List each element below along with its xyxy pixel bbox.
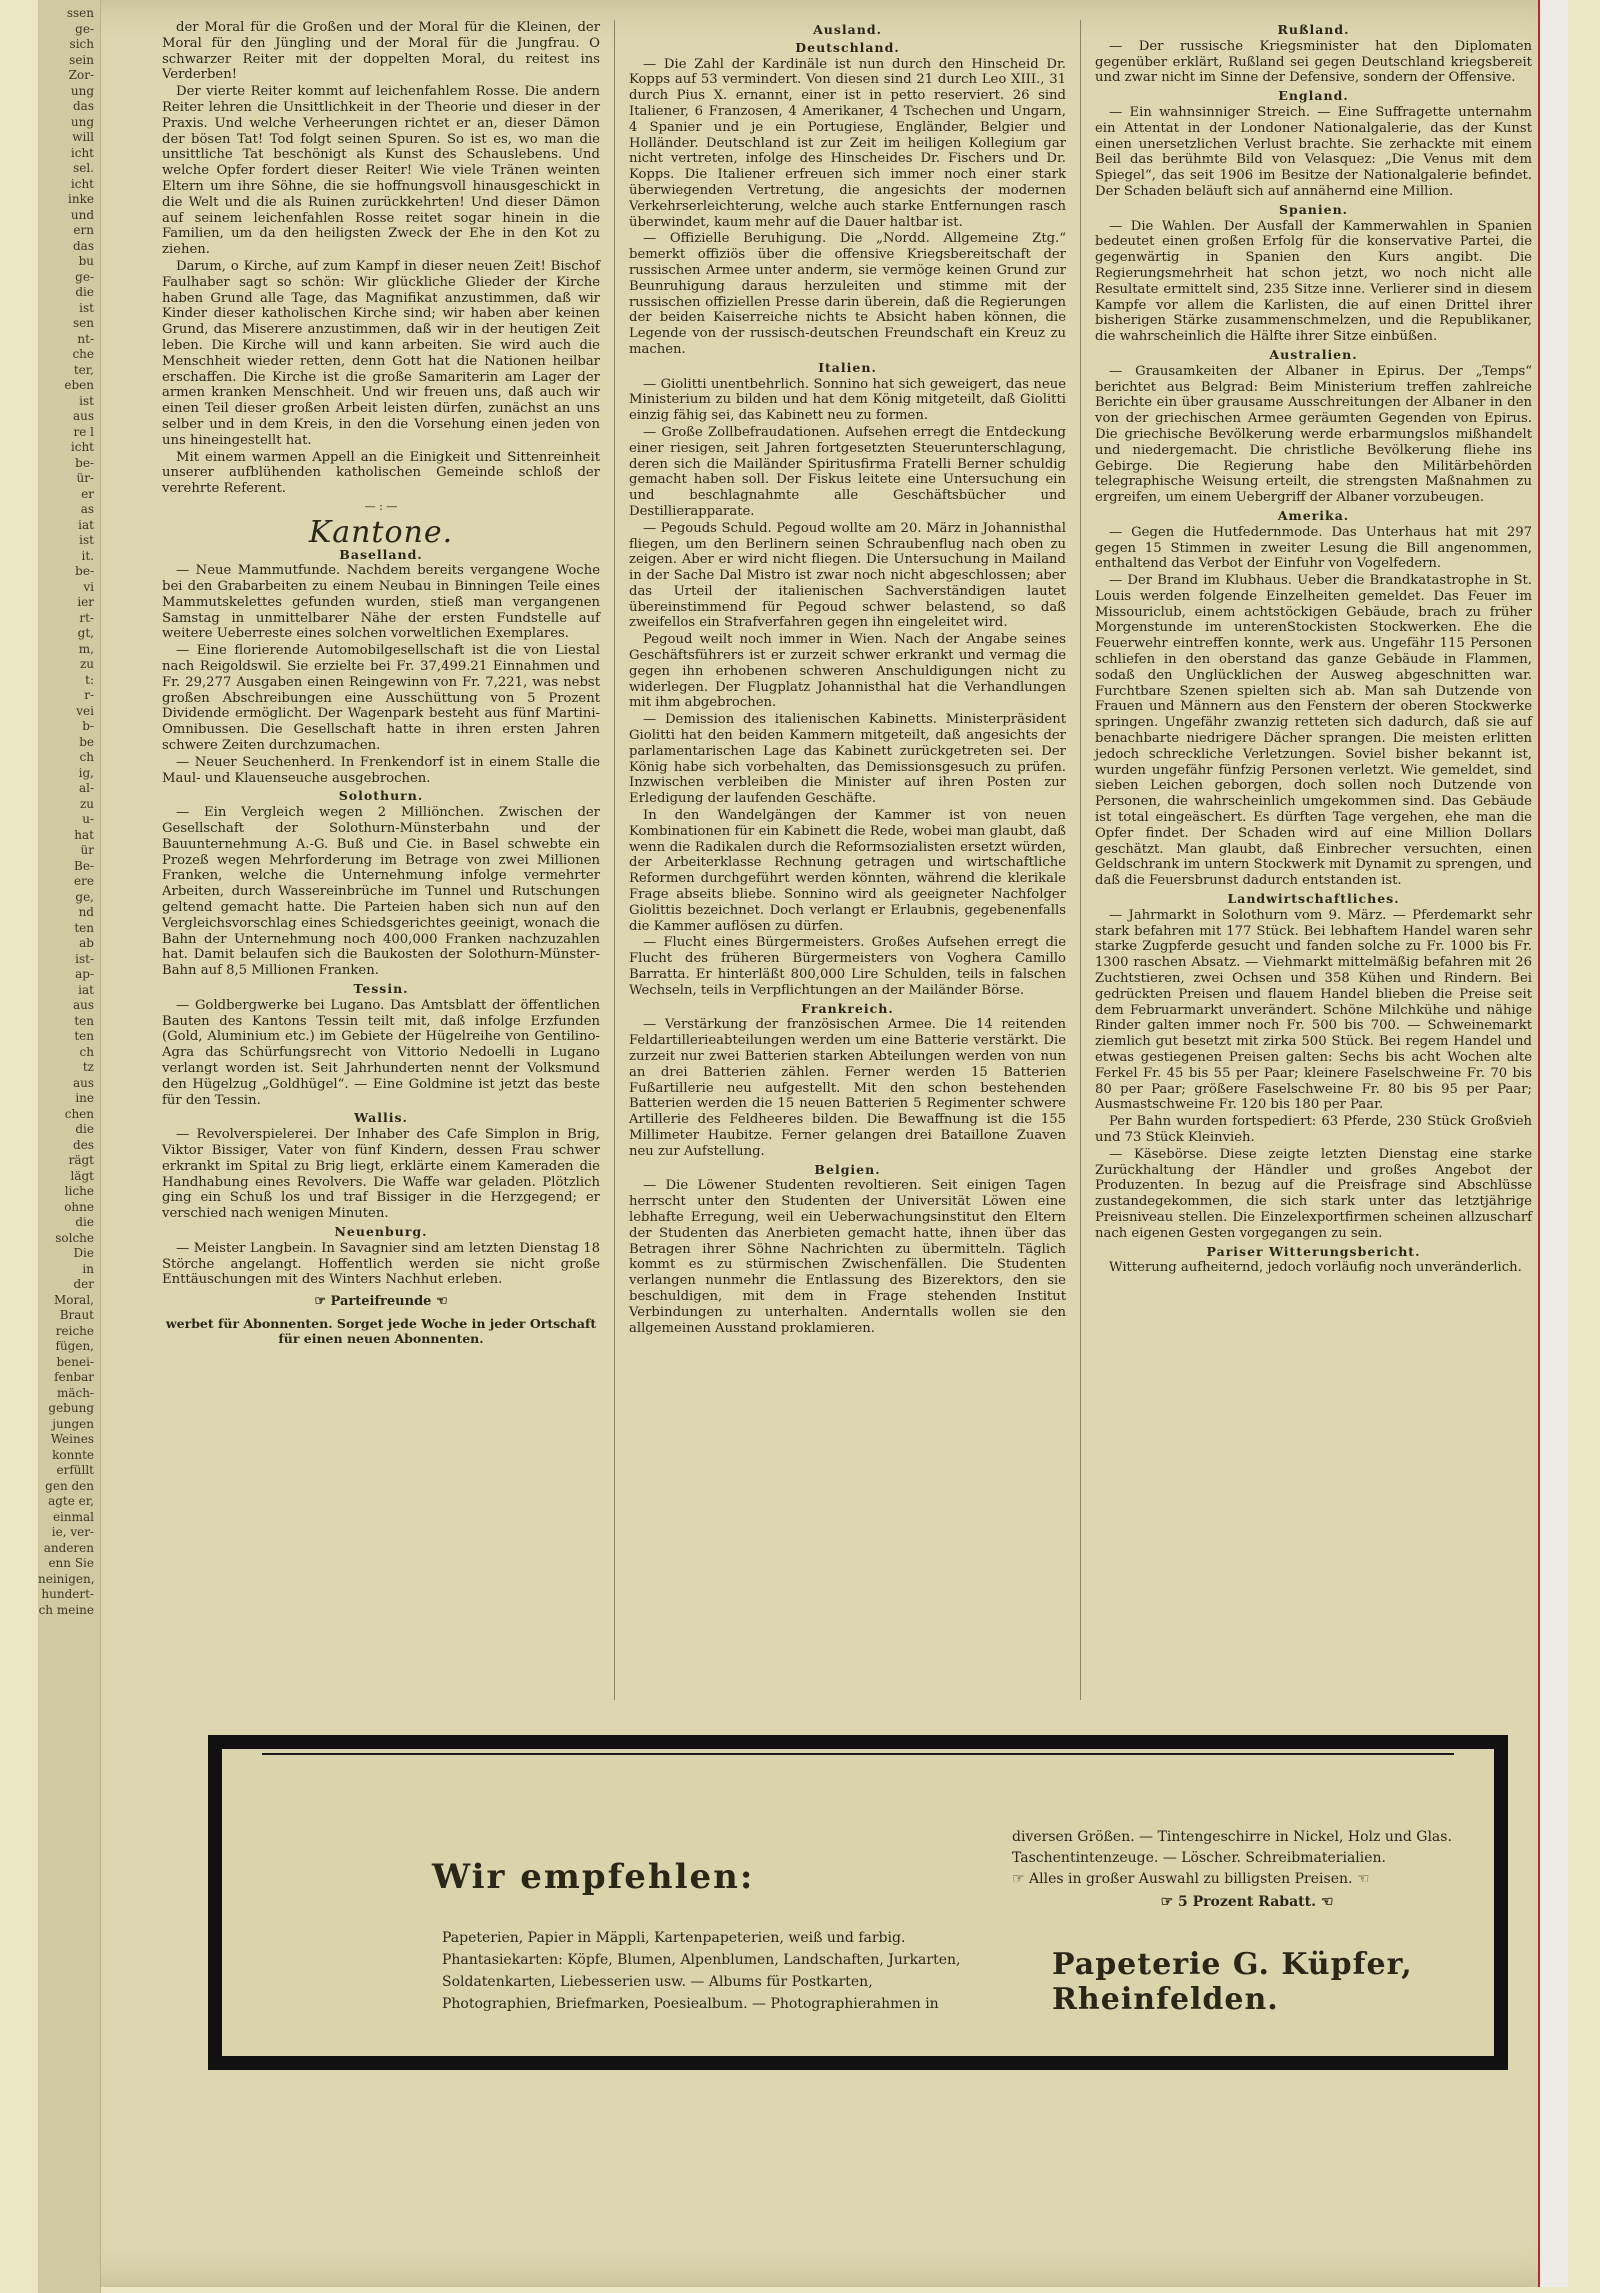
margin-fragment: mäch- — [56, 1385, 94, 1400]
margin-fragment: iat — [78, 982, 94, 997]
pointing-hand-icon: ☜ — [435, 1294, 448, 1310]
margin-fragment: das — [73, 99, 94, 113]
subheading-baselland: Baselland. — [339, 546, 423, 562]
margin-fragment: ten — [74, 1029, 94, 1043]
margin-fragment: gen den — [45, 1478, 94, 1493]
margin-fragment: m, — [78, 641, 94, 656]
news-item: Pegoud weilt noch immer in Wien. Nach der Angabe seines Geschäftsführers ist er zurzeit schwer erkrankt und vermag die gegen ihn erhobenen schweren Anschuldigungen nicht zu widerlegen. Der Flugplatz Johannisthal hat die Verhandlungen mit ihm abgebrochen. — [629, 632, 1066, 711]
margin-fragment: be — [79, 734, 94, 749]
pointing-hand-icon: ☜ — [1320, 1894, 1334, 1910]
subheading-frankreich: Frankreich. — [801, 1000, 894, 1016]
margin-fragment: Zor- — [68, 68, 94, 82]
margin-fragment: erfüllt — [56, 1463, 94, 1477]
margin-fragment: liche — [64, 1184, 94, 1198]
margin-fragment: icht — [70, 176, 94, 191]
news-item: — Meister Langbein. In Savagnier sind am letzten Dienstag 18 Störche angelangt. Hoffentlich werden sie nicht große Enttäuschungen mit des Winters Nachhut erleben. — [162, 1240, 600, 1288]
margin-fragment: gebung — [48, 1401, 94, 1415]
margin-fragment: Moral, — [53, 1292, 94, 1307]
margin-fragment: benei- — [56, 1354, 94, 1369]
news-item: — Giolitti unentbehrlich. Sonnino hat sich geweigert, das neue Ministerium zu bilden und hat dem König mitgeteilt, daß Giolitti einzig fähig sei, das Kabinett neu zu formen. — [629, 376, 1066, 424]
margin-fragment: er — [81, 486, 94, 501]
margin-fragment: ist — [79, 300, 94, 315]
margin-fragment: will — [72, 130, 94, 144]
margin-fragment: ist — [79, 393, 94, 408]
news-item: — Große Zollbefraudationen. Aufsehen erregt die Entdeckung einer riesigen, seit Jahren fortgesetzten Steuerunterschlagung, deren sich die Mailänder Spiritusfirma Fratelli Berner schuldig gemacht haben soll. Der Fiskus leitete eine Untersuchung ein und beschlagnahmte alle Geschäftsbücher und Destillierapparate. — [629, 424, 1066, 519]
margin-fragment: anderen — [43, 1540, 94, 1555]
margin-fragment: nd — [78, 905, 94, 919]
margin-fragment: ier — [77, 595, 94, 609]
news-item: — Neue Mammutfunde. Nachdem bereits vergangene Woche bei den Grabarbeiten zu einem Neubau in Binningen Teile eines Mammutskelettes gefunden wurden, stieß man vergangenen Samstag in unmittelbarer Nähe der ersten Fundstelle auf weitere Ueberreste eines solchen vorweltlichen Exemplares. — [162, 563, 600, 642]
ad-text: diversen Größen. — Tintengeschirre in Nickel, Holz und Glas. Taschentintenzeuge. — Löscher. Schreibmaterialien. — [1012, 1829, 1452, 1866]
margin-fragment: ie, ver- — [51, 1525, 94, 1539]
margin-fragment: ap- — [75, 967, 94, 981]
notice-title: Parteifreunde — [330, 1294, 432, 1310]
news-item: — Neuer Seuchenherd. In Frenkendorf ist in einem Stalle die Maul- und Klauenseuche ausgebrochen. — [162, 754, 600, 786]
margin-fragment: inke — [68, 192, 94, 206]
paragraph: der Moral für die Großen und der Moral für die Kleinen, der Moral für den Jüngling und der Moral für die Jungfrau. O schwarzer Reiter mit der doppelten Moral, du reitest ins Verderben! — [162, 20, 600, 83]
margin-fragment: as — [80, 502, 94, 516]
margin-fragment: iat — [78, 517, 94, 532]
ad-product-list-continued — [1012, 1827, 1482, 1913]
news-item: Per Bahn wurden fortspediert: 63 Pferde, 230 Stück Großvieh und 73 Stück Kleinvieh. — [1095, 1114, 1532, 1145]
margin-fragment: ch — [79, 1044, 94, 1059]
paragraph: Der vierte Reiter kommt auf leichenfahlem Rosse. Die andern Reiter lehren die Unsittlichkeit in der Theorie und dieser in der Praxis. Und welche Verheerungen richtet er an, dieser Dämon der bösen Tat! Tod folgt seinen Spuren. So ist es, wo man die unsittliche Tat beschönigt als Kunst des Schauslebens. Und welche Opfer fordert dieser Reiter! Wie viele Tränen weinten Eltern um ihre Söhne, die sie hoffnungsvoll hinausgeschickt in die Welt und die als Ruinen zurückkehrten! Und dieser Dämon auf seinem leichenfahlen Rosse reitet sogar hinein in die Familien, um da den heiligsten Zweck der Ehe in den Kot zu ziehen. — [162, 84, 600, 258]
margin-fragment: ten — [74, 1013, 94, 1028]
margin-fragment: der — [73, 1277, 94, 1291]
news-item: — Die Wahlen. Der Ausfall der Kammerwahlen in Spanien bedeutet einen großen Erfolg für die konservative Partei, die gegenwärtig in Spanien den Kurs angibt. Die Regierungsmehrheit hat schon jetzt, wo noch nicht alle Resultate ermittelt sind, 235 Sitze inne. Verlierer sind in diesem Kampfe vor allem die Karlisten, die auf einen Drittel ihrer bisherigen Stärke zusammenschmelzen, und die Republikaner, die wahrscheinlich die Hälfte ihrer Sitze einbüßen. — [1095, 218, 1532, 345]
news-item: — Grausamkeiten der Albaner in Epirus. Der „Temps“ berichtet aus Belgrad: Beim Ministerium treffen zahlreiche Berichte ein über grausame Ausschreitungen der Albaner in den von der griechischen Armee geräumten Gegenden von Epirus. Die griechische Bevölkerung werde erbarmungslos mißhandelt und niedergemacht. Die christliche Bevölkerung fliehe ins Gebirge. Die Regierung habe den Militärbehörden telegraphische Weisung erteilt, die strengsten Maßnahmen zu ergreifen, um einem Uebergriff der Albaner vorzubeugen. — [1095, 363, 1532, 506]
margin-fragment: gt, — [77, 626, 94, 640]
ad-divider — [262, 1753, 1454, 1755]
margin-fragment: vi — [83, 579, 94, 594]
subheading-landwirtschaftliches: Landwirtschaftliches. — [1227, 891, 1400, 907]
section-heading-ausland: Ausland. — [813, 22, 882, 37]
article-columns — [148, 20, 1548, 1720]
section-heading-kantone: Kantone. — [308, 514, 454, 550]
margin-fragment: zu — [79, 796, 94, 811]
newspaper-page — [38, 0, 1568, 2287]
news-item: — Die Löwener Studenten revoltieren. Seit einigen Tagen herrscht unter den Studenten der Universität Löwen eine lebhafte Erregung, weil ein Ueberwachungsinstitut den Eltern der Studenten das Anerbieten gemacht hatte, ihnen über das Betragen ihrer Söhne Nachrichten zu übermitteln. Täglich kommt es zu stürmischen Zwischenfällen. Die Studenten verlangen nunmehr die Entlassung des Bizerektors, den sie beschuldigen, mit dem in Frage stehenden Institut Verbindungen zu unterhalten. Anderntalls wollen sie den allgemeinen Ausstand proklamieren. — [629, 1178, 1066, 1336]
margin-fragment: r- — [84, 688, 94, 702]
margin-fragment: ab — [79, 936, 94, 950]
pointing-hand-icon: ☜ — [1356, 1871, 1370, 1887]
subheading-wallis: Wallis. — [354, 1110, 408, 1126]
margin-fragment: aus — [72, 1075, 94, 1090]
paragraph: Mit einem warmen Appell an die Einigkeit und Sittenreinheit unserer aufblühenden katholischen Gemeinde schloß der verehrte Referent. — [162, 449, 600, 497]
margin-fragment: fenbar — [54, 1370, 94, 1384]
subheading-belgien: Belgien. — [814, 1161, 881, 1177]
pointing-hand-icon: ☞ — [1012, 1871, 1025, 1887]
margin-fragment: ür — [80, 843, 94, 857]
margin-fragment: t: — [85, 672, 94, 687]
margin-fragment: ung — [70, 114, 94, 129]
subheading-tessin: Tessin. — [353, 981, 409, 997]
margin-fragment: rägt — [68, 1153, 94, 1167]
margin-fragment: enn Sie — [48, 1556, 94, 1570]
margin-fragment: neinigen, — [38, 1571, 95, 1586]
margin-fragment: sich — [69, 37, 94, 51]
subheading-weather-report: Pariser Witterungsbericht. — [1206, 1243, 1421, 1259]
margin-fragment: ine — [75, 1091, 94, 1105]
weather-text: Witterung aufheiternd, jedoch vorläufig noch unveränderlich. — [1109, 1260, 1522, 1276]
margin-fragment: Die — [73, 1246, 94, 1260]
news-item: — Eine florierende Automobilgesellschaft ist die von Liestal nach Reigoldswil. Sie erzielte bei Fr. 37,499.21 Einnahmen und Fr. 29,277 Ausgaben einen Reingewinn von Fr. 7,221, was nebst großen Abschreibungen eine Ausschüttung von 5 Prozent Dividende ermöglicht. Der Wagenpark besteht aus fünf Martini-Omnibussen. Die Gesellschaft hatte in ihren ersten Jahren schwere Zeiten durchzumachen. — [162, 643, 600, 754]
adjacent-page-margin — [38, 0, 101, 2293]
margin-fragment: Weines — [50, 1432, 94, 1446]
margin-fragment: icht — [70, 440, 94, 454]
subheading-deutschland: Deutschland. — [795, 39, 900, 55]
margin-fragment: ohne — [64, 1199, 94, 1214]
news-item: — Demission des italienischen Kabinetts. Ministerpräsident Giolitti hat den beiden Kammern mitgeteilt, daß angesichts der parlamentarischen Lage das Kabinett zurückgetreten sei. Der König habe sich vorbehalten, das Demissionsgesuch zu prüfen. Inzwischen verbleiben die Minister auf ihren Posten zur Erledigung der laufenden Geschäfte. — [629, 712, 1066, 807]
pointing-hand-icon: ☞ — [314, 1294, 327, 1310]
margin-fragment: be- — [75, 455, 94, 470]
margin-fragment: sen — [73, 316, 94, 330]
subscriber-appeal: werbet für Abonnenten. Sorget jede Woche in jeder Ortschaft für einen neuen Abonnenten. — [165, 1315, 597, 1346]
margin-fragment: ge- — [75, 21, 94, 36]
news-item: — Goldbergwerke bei Lugano. Das Amtsblatt der öffentlichen Bauten des Kantons Tessin teilt mit, daß infolge Erzfunden (Gold, Aluminium etc.) im Gebiete der Hügelreihe von Gentilino-Agra das Schürfungsrecht von Vittorio Nedoelli in Lugano verlangt worden ist. Seit Jahrhunderten nennt der Volksmund den Hügelzug „Goldhügel“. — Eine Goldmine ist jetzt das beste für den Tessin. — [162, 997, 600, 1108]
subheading-spanien: Spanien. — [1278, 201, 1349, 217]
margin-fragment: die — [75, 1122, 94, 1136]
ad-title: Wir empfehlen: — [432, 1857, 755, 1897]
margin-fragment: rt- — [79, 610, 94, 625]
news-item: — Pegouds Schuld. Pegoud wollte am 20. März in Johannisthal fliegen, um den Berlinern seinen Schraubenflug nach oben zu zeigen. Aber er wird nicht fliegen. Die Untersuchung in Mailand in der Sache Dal Mistro ist zwar noch nicht abgeschlossen; aber das Urteil der italienischen Sachverständigen lautet übereinstimmend für Pegoud schwer belastend, so daß zweifellos ein Strafverfahren gegen ihn eingeleitet wird. — [629, 520, 1066, 631]
pointing-hand-icon: ☞ — [1160, 1894, 1174, 1910]
margin-fragment: ssen — [66, 6, 94, 20]
margin-fragment: bu — [78, 254, 94, 268]
margin-fragment: ere — [74, 874, 94, 888]
margin-fragment: hat — [74, 827, 94, 842]
margin-fragment: sel. — [73, 161, 94, 175]
margin-fragment: aus — [72, 998, 94, 1012]
newspaper-content — [148, 20, 1548, 2270]
margin-fragment: chen — [64, 1106, 94, 1121]
news-item: — Ein Vergleich wegen 2 Milliönchen. Zwischen der Gesellschaft der Solothurn-Münsterbahn und der Bauunternehmung A.-G. Buß und Cie. in Basel schwebte ein Prozeß wegen Mehrforderung im Betrage von zwei Millionen Franken, welche die Unternehmung infolge vermehrter Arbeiten, durch Wassereinbrüche im Tunnel und Rutschungen geltend gemacht hatte. Die Parteien haben sich nun auf den Vergleichsvorschlag eines Schiedsgerichtes geeinigt, wonach die Bahn der Unternehmung noch 400,000 Franken nachzuzahlen hat. Damit belaufen sich die Baukosten der Solothurn-Münster-Bahn auf 8,5 Millionen Franken. — [162, 805, 600, 979]
margin-fragment: hundert- — [41, 1587, 94, 1601]
subheading-england: England. — [1278, 88, 1349, 104]
subheading-solothurn: Solothurn. — [338, 788, 424, 804]
margin-fragment: ig, — [78, 765, 94, 780]
margin-fragment: ch meine — [38, 1602, 94, 1617]
margin-fragment: al- — [78, 781, 94, 795]
news-item: — Flucht eines Bürgermeisters. Großes Aufsehen erregt die Flucht des früheren Bürgermeisters von Voghera Camillo Barratta. Er hinterläßt 800,000 Lire Schulden, teils in falschen Wechseln, teils in Verpflichtungen an der Mailänder Börse. — [629, 935, 1066, 998]
margin-fragment: fügen, — [55, 1339, 94, 1353]
party-friends-notice — [162, 1294, 600, 1310]
column-3 — [1080, 20, 1546, 1700]
margin-fragment: jungen — [52, 1416, 94, 1431]
news-item: — Käsebörse. Diese zeigte letzten Dienstag eine starke Zurückhaltung der Händler und großes Angebot der Produzenten. In bezug auf die Preisfrage sind Abschlüsse zustandegekommen, die sich stark unter das letztjährige Preisniveau stellen. Die Einzelexportfirmen scheinen allzuscharf nach eigenen Gesten vorgegangen zu sein. — [1095, 1146, 1532, 1241]
margin-fragment: das — [73, 238, 94, 253]
ad-price-text: Alles in großer Auswahl zu billigsten Preisen. — [1029, 1871, 1353, 1887]
column-2 — [614, 20, 1080, 1700]
margin-fragment: b- — [82, 719, 94, 733]
news-item: — Gegen die Hutfedernmode. Das Unterhaus hat mit 297 gegen 15 Stimmen in zweiter Lesung die Bill angenommen, enthaltend das Verbot der Einfuhr von Vogelfedern. — [1095, 524, 1532, 572]
margin-fragment: ter, — [73, 362, 94, 377]
margin-fragment: be- — [75, 564, 94, 578]
margin-fragment: einmal — [52, 1509, 94, 1524]
news-item: — Jahrmarkt in Solothurn vom 9. März. — Pferdemarkt sehr stark befahren mit 177 Stück. Bei lebhaftem Handel waren sehr starke Zugpferde gesucht und fanden solche zu Fr. 1000 bis Fr. 1300 raschen Absatz. — Viehmarkt mittelmäßig befahren mit 26 Zuchtstieren, zwei Ochsen und 358 Kühen und Rindern. Bei gedrückten Preisen und flauem Handel blieben die Preise seit dem Februarmarkt unverändert. Schöne Milchkühe und nähige Rinder galten immer noch Fr. 500 bis 700. — Schweinemarkt ziemlich gut besetzt mit zirka 500 Stück. Bei regem Handel und etwas gestiegenen Preisen galten: Sechs bis acht Wochen alte Ferkel Fr. 45 bis 55 per Paar; kleinere Faselschweine Fr. 70 bis 80 per Paar; größere Faselschweine Fr. 80 bis 95 per Paar; Ausmastschweine Fr. 120 bis 180 per Paar. — [1095, 907, 1532, 1113]
subheading-neuenburg: Neuenburg. — [334, 1223, 428, 1239]
margin-fragment: lägt — [70, 1168, 94, 1183]
margin-fragment: u- — [82, 812, 94, 826]
news-item: — Die Zahl der Kardinäle ist nun durch den Hinscheid Dr. Kopps auf 53 vermindert. Von diesen sind 21 durch Leo XIII., 31 durch Pius X. ernannt, einer ist in petto reserviert. 26 sind Italiener, 6 Franzosen, 4 Amerikaner, 4 Tschechen und Ungarn, 4 Spanier und je ein Portugiese, Engländer, Belgier und Holländer. Deutschland ist zur Zeit im heiligen Kollegium gar nicht vertreten, infolge des Hinscheides Dr. Fischers und Dr. Kopps. Die Italiener erfreuen sich immer noch einer stark überwiegenden Vertretung, die angesichts der modernen Verkehrserleichterung, welche auch starke Entfernungen rasch überwindet, kaum mehr auf die Dauer haltbar ist. — [629, 56, 1066, 230]
margin-fragment: reiche — [55, 1323, 94, 1338]
margin-fragment: konnte — [52, 1447, 94, 1462]
separator: — : — — [364, 499, 398, 513]
margin-fragment: it. — [81, 548, 94, 563]
margin-fragment: nt- — [77, 331, 94, 346]
margin-fragment: agte er, — [48, 1494, 94, 1508]
ad-firm-name: Papeterie G. Küpfer, Rheinfelden. — [1052, 1947, 1413, 2017]
ad-discount — [1012, 1892, 1482, 1913]
margin-fragment: tz — [82, 1060, 94, 1074]
subheading-italien: Italien. — [818, 359, 877, 375]
column-1 — [148, 20, 614, 1700]
news-item: — Offizielle Beruhigung. Die „Nordd. Allgemeine Ztg.“ bemerkt offiziös über die offensive Kriegsbereitschaft der russischen Armee unter anderm, sie vermöge keinen Grund zur Beunruhigung daraus herzuleiten und stimme mit der russischen offiziellen Presse darin überein, daß die Regierungen der beiden Kaiserreiche nichts te Absicht haben können, die Legende von der russisch-deutschen Freundschaft ein Kreuz zu machen. — [629, 231, 1066, 357]
news-item: — Der russische Kriegsminister hat den Diplomaten gegenüber erklärt, Rußland sei gegen Deutschland kriegsbereit und zwar nicht im Sinne der Defensive, sondern der Offensive. — [1095, 38, 1532, 86]
margin-fragment: re l — [73, 424, 94, 439]
margin-fragment: ge, — [75, 889, 94, 904]
margin-fragment: solche — [55, 1230, 94, 1245]
margin-fragment: vei — [76, 703, 94, 718]
margin-fragment: ch — [79, 750, 94, 764]
page-edge — [1538, 0, 1568, 2287]
margin-fragment: che — [72, 347, 94, 361]
ad-price-line — [1012, 1869, 1482, 1890]
subheading-russland: Rußland. — [1277, 22, 1350, 37]
news-item: In den Wandelgängen der Kammer ist von neuen Kombinationen für ein Kabinett die Rede, wobei man glaubt, daß wenn die Radikalen durch die Reformsozialisten ersetzt würden, der Arbeiterklasse Rechnung getragen und wirtschaftliche Reformen durchgeführt werden könnten, während die klerikale Frage abseits bliebe. Sonnino wird als geeigneter Nachfolger Giolittis bezeichnet. Doch verlangt er Erlaubnis, gegebenenfalls die Kammer auflösen zu dürfen. — [629, 808, 1066, 934]
margin-fragment: icht — [70, 145, 94, 160]
margin-fragment: ung — [70, 83, 94, 98]
advertisement-box — [208, 1735, 1508, 2070]
margin-fragment: Be- — [74, 858, 94, 873]
margin-fragment: ist — [79, 533, 94, 547]
margin-fragment: die — [75, 285, 94, 299]
margin-fragment: in — [82, 1261, 94, 1276]
margin-fragment: Braut — [59, 1308, 94, 1322]
news-item: — Der Brand im Klubhaus. Ueber die Brandkatastrophe in St. Louis werden folgende Einzelheiten gemeldet. Das Feuer im Missouriclub, einem achtstöckigen Gebäude, brach zu früher Morgenstunde im unterenStockisten Stockwerken. Ehe die Feuerwehr eintreffen konnte, werk aus. Ungefähr 115 Personen schliefen in den oberstand das ganze Gebäude in Flammen, sodaß den Unglücklichen der Ausweg abgeschnitten war. Furchtbare Szenen spielten sich ab. Man sah Dutzende von Frauen und Männern aus den Fenstern der oberen Stockwerke springen. Ungefähr zwanzig retteten sich dadurch, daß sie auf benachbarte niedrigere Dächer sprangen. Die meisten erlitten jedoch schreckliche Verletzungen. Soviel bisher bekannt ist, wurden ungefähr fünfzig Personen verletzt. Wie gemeldet, sind sieben Leichen geborgen, doch sollen noch Dutzende von Personen, die wahrscheinlich umgekommen sind. Das Gebäude ist total eingeäschert. Es dürften Tage vergehen, ehe man die Opfer findet. Der Schaden wird auf eine Million Dollars geschätzt. Man glaubt, daß Einbrecher versuchten, einen Geldschrank im untern Stockwerk mit Dynamit zu sprengen, und daß die Feuersbrunst dadurch entstanden ist. — [1095, 573, 1532, 889]
margin-fragment: ten — [74, 920, 94, 935]
subheading-amerika: Amerika. — [1277, 507, 1350, 523]
margin-fragment: ern — [73, 223, 94, 237]
margin-fragment: ist- — [75, 951, 94, 966]
news-item: — Ein wahnsinniger Streich. — Eine Suffragette unternahm ein Attentat in der Londoner Nationalgalerie, das der Kunst einen unersetzlichen Verlust brachte. Sie zerhackte mit einem Beil das berühmte Bild von Velasquez: „Die Venus mit dem Spiegel“, das seit 1906 im Besitze der Nationalgalerie befindet. Der Schaden beläuft sich auf annähernd eine Million. — [1095, 104, 1532, 199]
margin-fragment: des — [73, 1137, 94, 1152]
margin-fragment: und — [70, 207, 94, 222]
subheading-australien: Australien. — [1269, 346, 1358, 362]
margin-fragment: ge- — [75, 269, 94, 284]
margin-fragment: sein — [69, 52, 94, 67]
margin-fragment: eben — [64, 378, 94, 392]
margin-fragment: ür- — [76, 471, 94, 485]
ad-discount-text: 5 Prozent Rabatt. — [1178, 1894, 1316, 1910]
paragraph: Darum, o Kirche, auf zum Kampf in dieser neuen Zeit! Bischof Faulhaber sagt so schön: Wir glückliche Glieder der Kirche haben Grund alle Tage, das Magnifikat anzustimmen, daß wir Kinder dieser katholischen Kirche sind; wir haben aber keinen Grund, das Miserere anzustimmen, daß wir in der heutigen Zeit leben. Die Kirche will und kann arbeiten. Sie wird auch die Menschheit wieder retten, denn Gott hat die Nationen heilbar erschaffen. Die Kirche ist die große Samariterin am Lager der armen kranken Menschheit. Und wir freuen uns, daß auch wir einen Teil dieser großen Arbeit leisten dürfen, zunächst an uns selber und in dem Kreis, in den die Vorsehung einen jeden von uns hineingestellt hat. — [162, 258, 600, 448]
news-item: — Verstärkung der französischen Armee. Die 14 reitenden Feldartillerieabteilungen werden um eine Batterie verstärkt. Die zurzeit nur zwei Batterien starken Abteilungen werden von nun an drei Batterien zählen. Ferner werden 15 Batterien Fußartillerie neu aufgestellt. Mit den schon bestehenden Batterien werden die 15 neuen Batterien 5 Regimenter schwere Artillerie des Feldheeres bilden. Die Bewaffnung ist die 155 Millimeter Haubitze. Ferner gelangen drei Bataillone Zuaven neu zur Aufstellung. — [629, 1017, 1066, 1159]
news-item: — Revolverspielerei. Der Inhaber des Cafe Simplon in Brig, Viktor Bissiger, Vater von fünf Kindern, dessen Frau schwer erkrankt im Spital zu Brig liegt, erklärte einem Kameraden die Handhabung eines Revolvers. Die Waffe war geladen. Plötzlich ging ein Schuß los und traf Bissiger in die Herzgegend; er verschied nach wenigen Minuten. — [162, 1127, 600, 1222]
margin-fragment: aus — [72, 409, 94, 423]
margin-fragment: zu — [79, 657, 94, 671]
margin-fragment: die — [75, 1215, 94, 1229]
ad-product-list: Papeterien, Papier in Mäppli, Kartenpapeterien, weiß und farbig. Phantasiekarten: Köpfe, Blumen, Alpenblumen, Landschaften, Jurkarten, Soldatenkarten, Liebesserien usw. — Albums für Postkarten, Photographien, Briefmarken, Poesiealbum. — Photographierahmen in — [442, 1930, 961, 2012]
